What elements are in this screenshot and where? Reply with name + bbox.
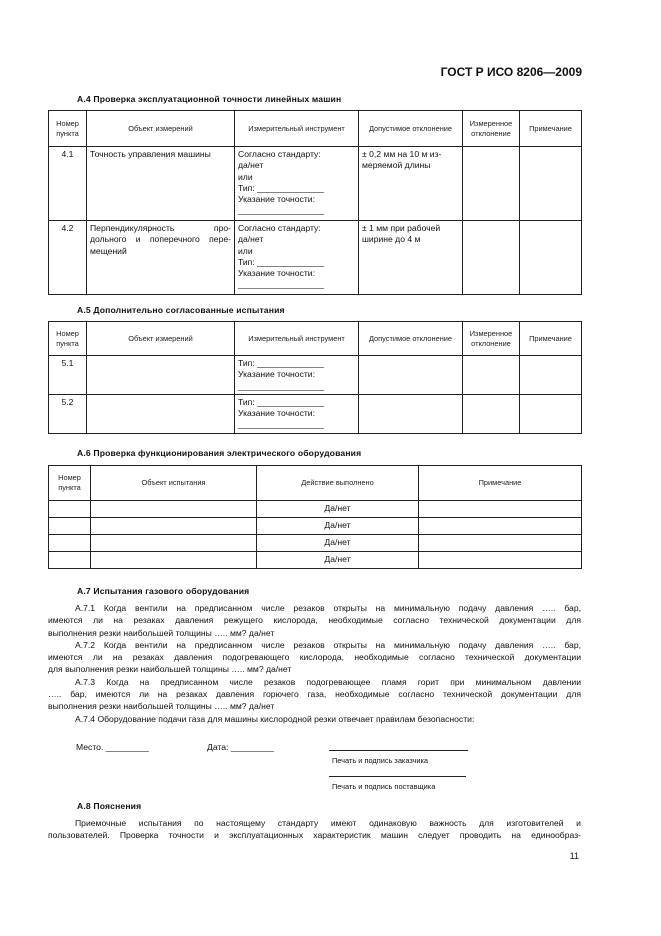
header-cell: Номер пункта [49,466,91,501]
remark [520,221,582,295]
paragraph-a7-3-cont: ….. бар, имеются ли на резаках давления горючего газа, необходимые согласно технической документации для выполнения резки наибольшей толщины ….. мм? да/нет [48,689,581,712]
page-number: 11 [569,851,579,861]
remark [419,535,582,552]
remark [419,552,582,569]
section-a7-title: А.7 Испытания газового оборудования [77,586,250,596]
paragraph-a7-1-cont: имеются ли на резаках давления режущего кислорода, необходимые согласно технической документации для выполнения резки наибольшей толщины ….. мм? да/нет [48,615,581,638]
measuring-instrument: Согласно стандарту: да/нет или Тип: ______________ Указание точности: __________________ [235,147,359,221]
customer-signature-line [329,750,468,751]
table-row [49,501,582,518]
section-a5-title: А.5 Дополнительно согласованные испытания [77,305,285,315]
place-field: Место. _________ [76,742,149,752]
table-header-row [49,322,582,356]
tolerance: ± 0,2 мм на 10 м из- меряемой длины [359,147,463,221]
measured-deviation [463,356,520,395]
item-number [49,501,91,518]
header-cell: Номер пункта [49,111,87,147]
header-cell: Примечание [520,111,582,147]
item-number [49,535,91,552]
remark [419,518,582,535]
table-row [49,147,582,221]
item-number: 4.2 [49,221,87,295]
table-row [49,394,582,433]
action-done: Да/нет [257,552,419,569]
paragraph-a7-1: А.7.1 Когда вентили на предписанном числе резаков открыты на минимальную подачу давления ….. бар, [75,603,581,613]
test-object [91,552,257,569]
paragraph-a7-2-cont: имеются ли на резаках давления подогревающего кислорода, необходимые согласно технической документации для выполнения резки наибольшей толщины ….. мм? да/нет [48,652,581,675]
supplier-signature-caption: Печать и подпись поставщика [332,782,436,791]
header-cell: Примечание [419,466,582,501]
customer-signature-caption: Печать и подпись заказчика [332,756,428,765]
table-row [49,535,582,552]
section-a7-body [48,602,581,725]
table-header-row [49,111,582,147]
header-cell: Объект измерений [87,322,235,356]
action-done: Да/нет [257,518,419,535]
test-object [91,518,257,535]
remark [419,501,582,518]
header-cell: Номер пункта [49,322,87,356]
measurement-object [87,356,235,395]
table-row [49,221,582,295]
paragraph-a7-2: А.7.2 Когда вентили на предписанном числе резаков открыты на минимальную подачу давления ….. бар, [75,639,581,650]
remark [520,394,582,433]
measured-deviation [463,147,520,221]
test-object [91,501,257,518]
table-a4 [48,110,582,295]
header-cell: Объект измерений [87,111,235,147]
table-header-row [49,466,582,501]
tolerance: ± 1 мм при рабочей ширине до 4 м [359,221,463,295]
paragraph-a7-4: А.7.4 Оборудование подачи газа для машины кислородной резки отвечает правилам безопасности: [75,713,475,724]
item-number [49,518,91,535]
section-a8-body [48,817,581,842]
standard-number: ГОСТ Р ИСО 8206—2009 [440,65,582,79]
test-object [91,535,257,552]
header-cell: Измерительный инструмент [235,111,359,147]
table-a6 [48,465,582,569]
date-field: Дата: _________ [207,742,274,752]
measuring-instrument: Тип: ______________ Указание точности: __________________ [235,356,359,395]
tolerance [359,394,463,433]
header-cell: Объект испытания [91,466,257,501]
paragraph-a8: Приемочные испытания по настоящему стандарту имеют одинаковую важность для изготовителей и [75,818,581,828]
table-a5 [48,321,582,434]
table-row [49,356,582,395]
header-cell: Допустимое отклонение [359,111,463,147]
action-done: Да/нет [257,501,419,518]
section-a4-title: А.4 Проверка эксплуатационной точности линейных машин [77,94,342,104]
paragraph-a8-cont: пользователей. Проверка точности и эксплуатационных характеристик машин следует проводить на единообраз- [48,830,581,841]
header-cell: Действие выполнено [257,466,419,501]
item-number [49,552,91,569]
measuring-instrument: Тип: ______________ Указание точности: __________________ [235,394,359,433]
item-number: 4.1 [49,147,87,221]
table-row [49,552,582,569]
remark [520,147,582,221]
header-cell: Допустимое отклонение [359,322,463,356]
measured-deviation [463,394,520,433]
section-a8-title: А.8 Пояснения [77,801,142,811]
header-cell: Измерительный инструмент [235,322,359,356]
measurement-object: Перпендикулярность про- дольного и поперечного пере- мещений [87,221,235,295]
measuring-instrument: Согласно стандарту: да/нет или Тип: ______________ Указание точности: __________________ [235,221,359,295]
table-row [49,518,582,535]
section-a6-title: А.6 Проверка функционирования электрического оборудования [77,448,362,458]
item-number: 5.1 [49,356,87,395]
header-cell: Измеренное отклонение [463,111,520,147]
item-number: 5.2 [49,394,87,433]
measurement-object [87,394,235,433]
header-cell: Измеренное отклонение [463,322,520,356]
remark [520,356,582,395]
measured-deviation [463,221,520,295]
action-done: Да/нет [257,535,419,552]
supplier-signature-line [329,776,466,777]
paragraph-a7-3: А.7.3 Когда на предписанном числе резаков подогревающее пламя горит при минимальном давлении [75,676,581,687]
tolerance [359,356,463,395]
header-cell: Примечание [520,322,582,356]
measurement-object: Точность управления машины [87,147,235,221]
